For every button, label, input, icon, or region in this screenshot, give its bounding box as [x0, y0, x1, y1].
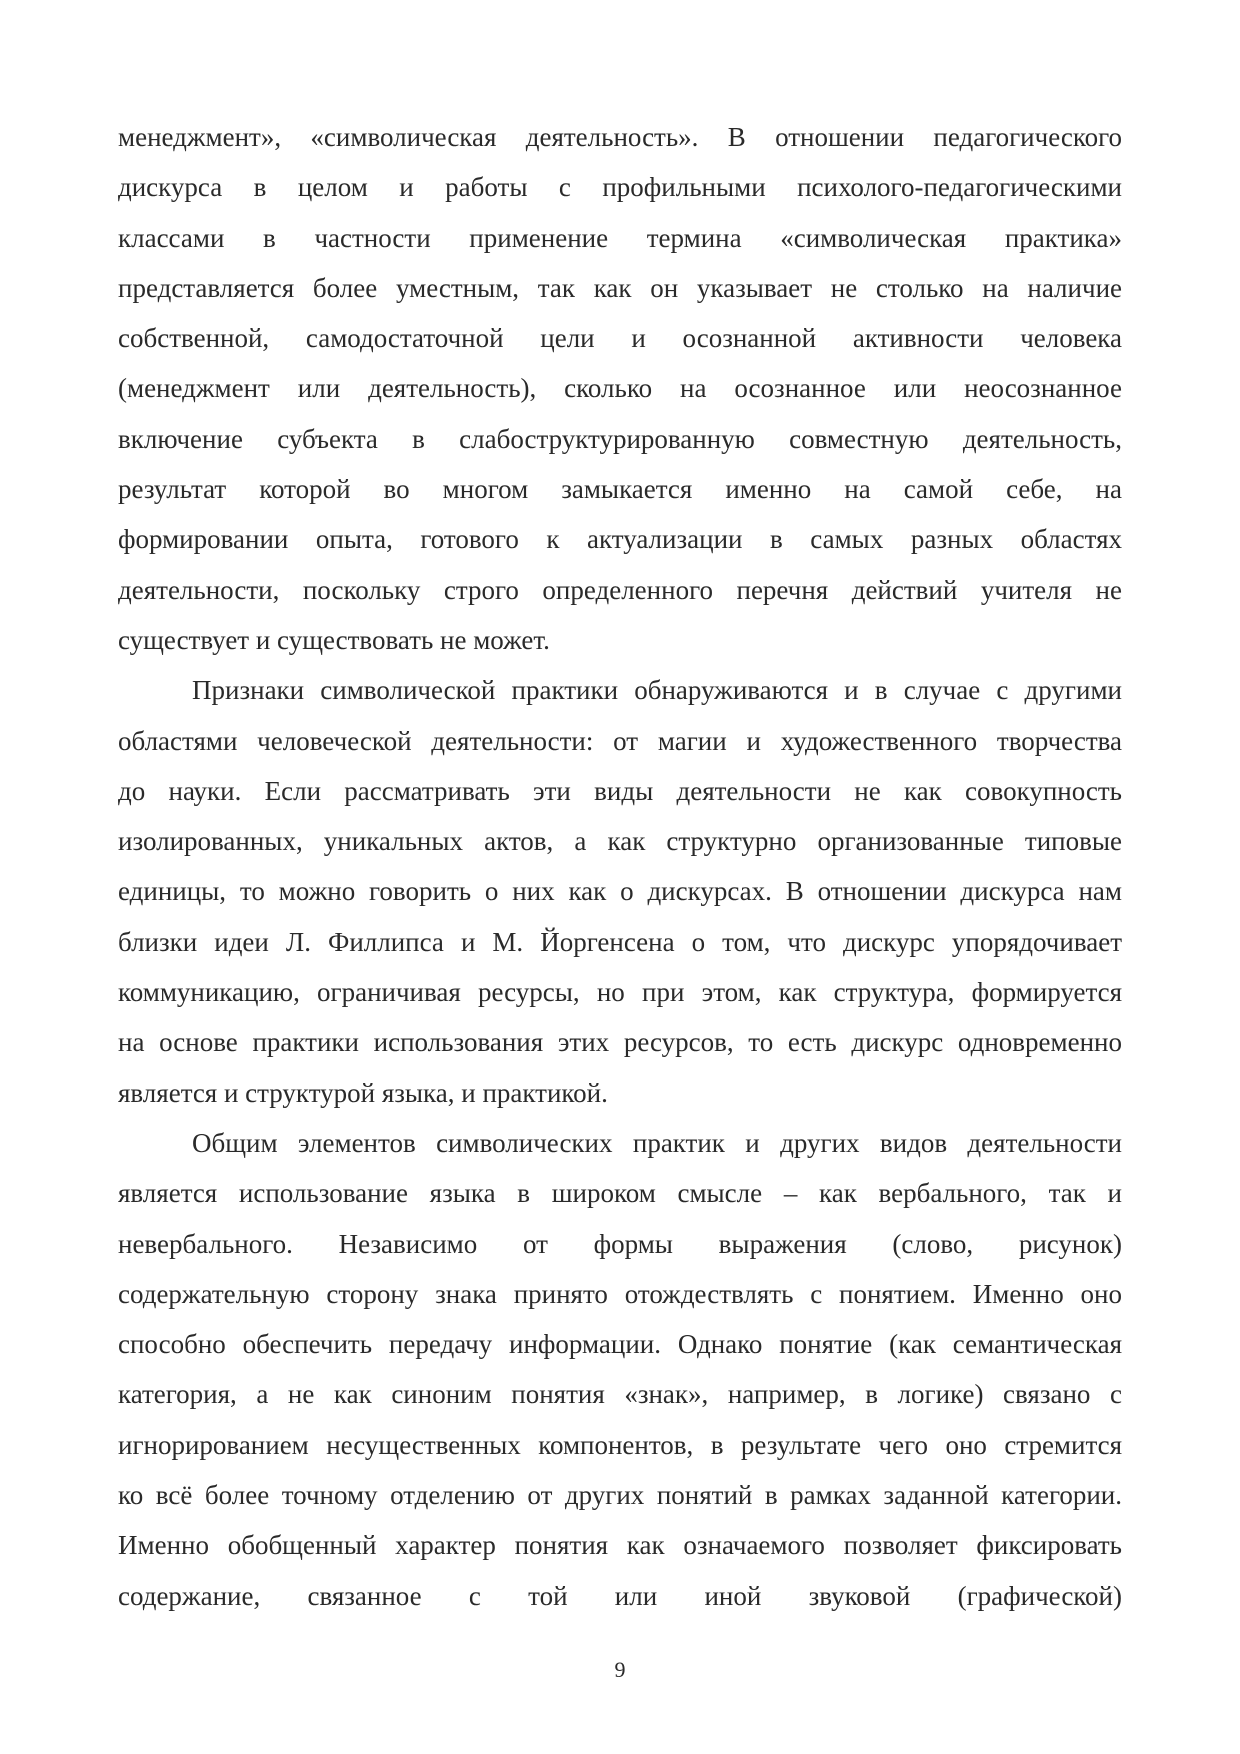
text-line: является использование языка в широком смысле – как вербального, так и: [118, 1178, 1122, 1209]
text-line: категория, а не как синоним понятия «знак», например, в логике) связано с: [118, 1379, 1122, 1410]
text-line: менеджмент», «символическая деятельность». В отношении педагогического: [118, 122, 1122, 152]
text-line: (менеджмент или деятельность), сколько на осознанное или неосознанное: [118, 373, 1122, 404]
text-line: на основе практики использования этих ресурсов, то есть дискурс одновременно: [118, 1027, 1122, 1058]
text-line: результат которой во многом замыкается именно на самой себе, на: [118, 474, 1122, 505]
text-line: содержательную сторону знака принято отождествлять с понятием. Именно оно: [118, 1278, 1122, 1309]
text-line: игнорированием несущественных компонентов, в результате чего оно стремится: [118, 1429, 1122, 1460]
text-line: является и структурой языка, и практикой.: [118, 1077, 608, 1108]
text-line: классами в частности применение термина «символическая практика»: [118, 222, 1122, 253]
text-line: собственной, самодостаточной цели и осознанной активности человека: [118, 323, 1122, 354]
text-line: представляется более уместным, так как он указывает не столько на наличие: [118, 272, 1122, 303]
text-line: коммуникацию, ограничивая ресурсы, но при этом, как структура, формируется: [118, 977, 1122, 1008]
paragraph-start-line: Общим элементов символических практик и других видов деятельности: [192, 1127, 1122, 1158]
text-line: деятельности, поскольку строго определенного перечня действий учителя не: [118, 574, 1122, 605]
text-line: способно обеспечить передачу информации. Однако понятие (как семантическая: [118, 1329, 1122, 1360]
text-line: Именно обобщенный характер понятия как означаемого позволяет фиксировать: [118, 1530, 1122, 1561]
text-line: формировании опыта, готового к актуализации в самых разных областях: [118, 524, 1122, 555]
text-line: единицы, то можно говорить о них как о дискурсах. В отношении дискурса нам: [118, 876, 1122, 907]
text-line: областями человеческой деятельности: от магии и художественного творчества: [118, 725, 1122, 756]
text-line: ко всё более точному отделению от других понятий в рамках заданной категории.: [118, 1480, 1122, 1511]
page-number: 9: [614, 1657, 626, 1682]
text-line: содержание, связанное с той или иной звуковой (графической): [118, 1580, 1122, 1611]
text-line: близки идеи Л. Филлипса и М. Йоргенсена о том, что дискурс упорядочивает: [118, 926, 1122, 957]
text-line: дискурса в целом и работы с профильными психолого-педагогическими: [118, 172, 1122, 203]
paragraph-start-line: Признаки символической практики обнаруживаются и в случае с другими: [192, 675, 1122, 706]
body-text: [118, 112, 1122, 1621]
text-line: невербального. Независимо от формы выражения (слово, рисунок): [118, 1228, 1122, 1259]
text-line: изолированных, уникальных актов, а как структурно организованные типовые: [118, 826, 1122, 857]
text-line: до науки. Если рассматривать эти виды деятельности не как совокупность: [118, 775, 1122, 806]
text-line: существует и существовать не может.: [118, 624, 550, 655]
text-line: включение субъекта в слабоструктурированную совместную деятельность,: [118, 423, 1122, 454]
